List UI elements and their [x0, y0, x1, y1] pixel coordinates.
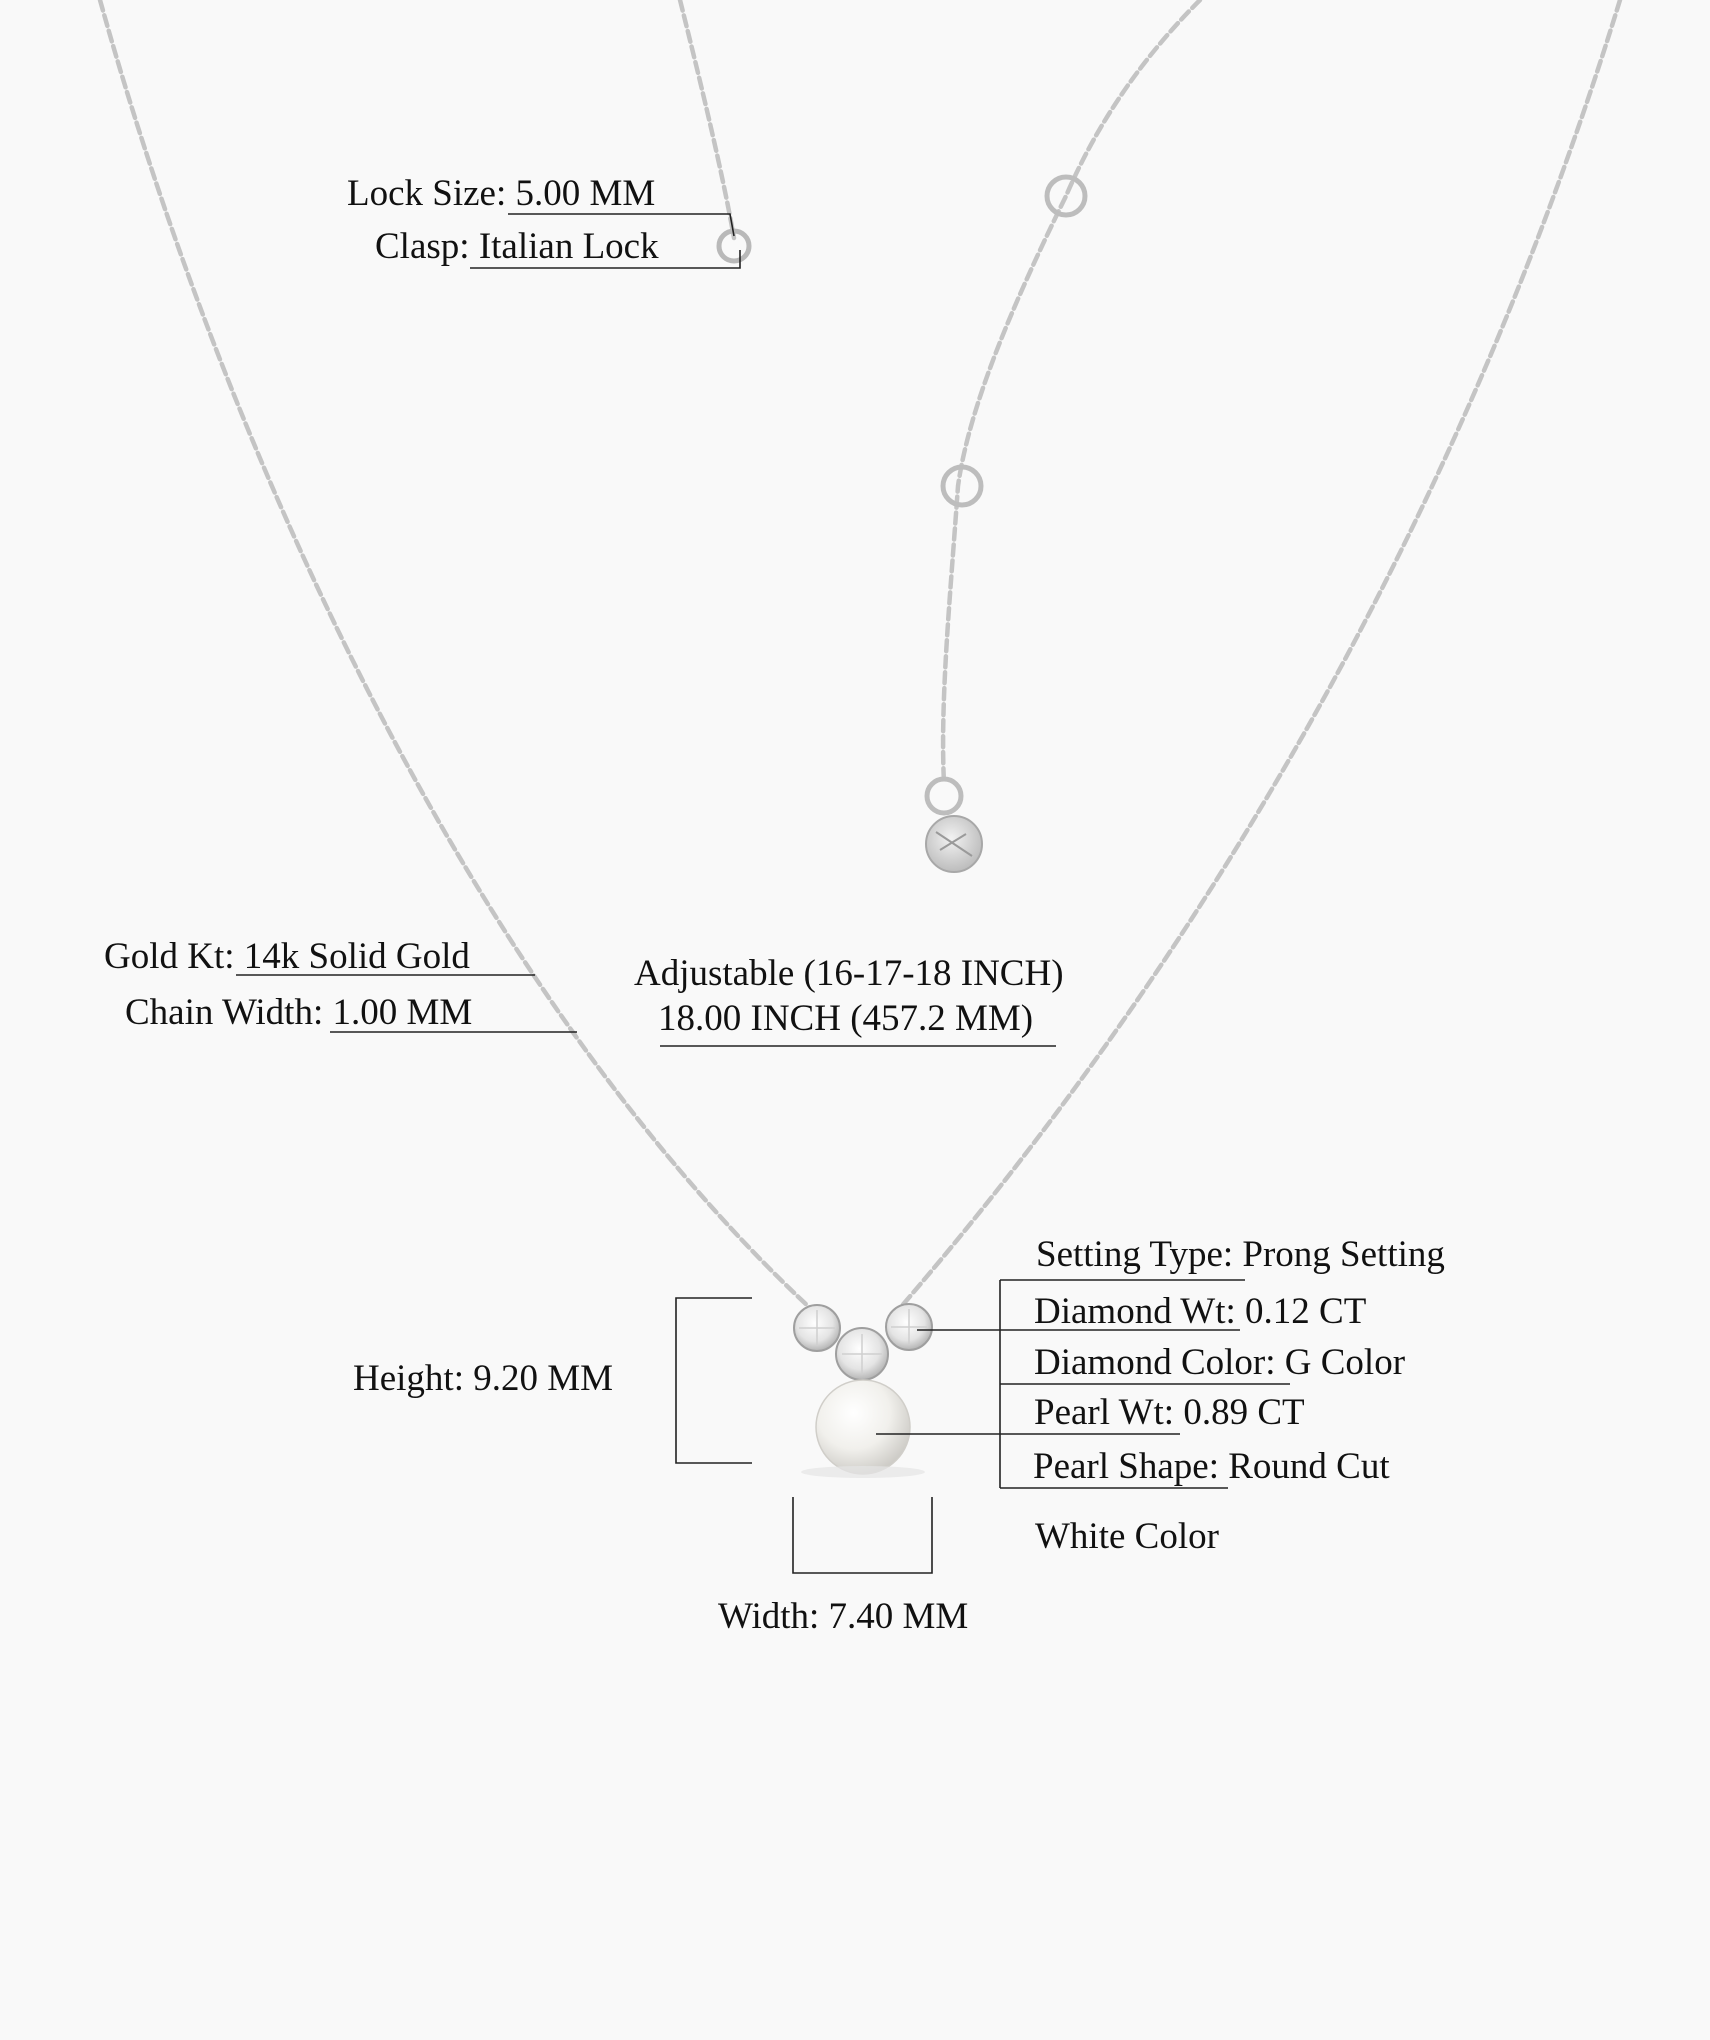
- pearl-pendant: [816, 1380, 910, 1474]
- clasp-value: Italian Lock: [478, 226, 659, 267]
- height-value: 9.20 MM: [473, 1358, 614, 1399]
- diamond-wt-key: Diamond Wt:: [1034, 1291, 1236, 1332]
- pearl-shape-value: Round Cut: [1228, 1446, 1390, 1487]
- width-key: Width:: [718, 1596, 820, 1637]
- diamond-color-key: Diamond Color:: [1034, 1342, 1276, 1383]
- clasp-label: [375, 228, 659, 265]
- lock-size-label: [347, 175, 655, 212]
- chain-right: [900, 0, 1620, 1308]
- pearl-shape-label: [1033, 1448, 1390, 1485]
- pearl-wt-label: [1034, 1394, 1305, 1431]
- extender-ring-icon: [927, 779, 961, 813]
- pearl-shape-key: Pearl Shape:: [1033, 1446, 1219, 1487]
- diamond-wt-label: [1034, 1293, 1366, 1330]
- pearl-wt-value: 0.89 CT: [1183, 1392, 1305, 1433]
- width-value: 7.40 MM: [828, 1596, 969, 1637]
- diamond-color-label: [1034, 1344, 1405, 1381]
- height-key: Height:: [353, 1358, 464, 1399]
- diamond-wt-value: 0.12 CT: [1245, 1291, 1367, 1332]
- setting-type-value: Prong Setting: [1242, 1234, 1445, 1275]
- length-adjustable: Adjustable (16-17-18 INCH): [634, 953, 1064, 994]
- chain-extender: [943, 0, 1200, 784]
- gold-kt-label: [104, 938, 470, 975]
- lock-size-key: Lock Size:: [347, 173, 507, 214]
- gold-kt-value: 14k Solid Gold: [243, 936, 470, 977]
- chain-lock-side: [680, 0, 734, 238]
- width-label: [718, 1598, 968, 1635]
- pearl-color-label: White Color: [1035, 1516, 1219, 1557]
- clasp-key: Clasp:: [375, 226, 470, 267]
- length-total: 18.00 INCH (457.2 MM): [658, 998, 1034, 1039]
- setting-type-label: [1036, 1236, 1445, 1273]
- chain-width-value: 1.00 MM: [332, 992, 473, 1033]
- chain-width-key: Chain Width:: [125, 992, 324, 1033]
- diamond-trio: [794, 1304, 932, 1380]
- setting-type-key: Setting Type:: [1036, 1234, 1234, 1275]
- diamond-color-value: G Color: [1284, 1342, 1406, 1383]
- chain: [100, 0, 1620, 1308]
- gold-kt-key: Gold Kt:: [104, 936, 235, 977]
- pearl-wt-key: Pearl Wt:: [1034, 1392, 1175, 1433]
- lock-size-value: 5.00 MM: [515, 173, 656, 214]
- height-label: [353, 1360, 613, 1397]
- chain-width-label: [125, 994, 472, 1031]
